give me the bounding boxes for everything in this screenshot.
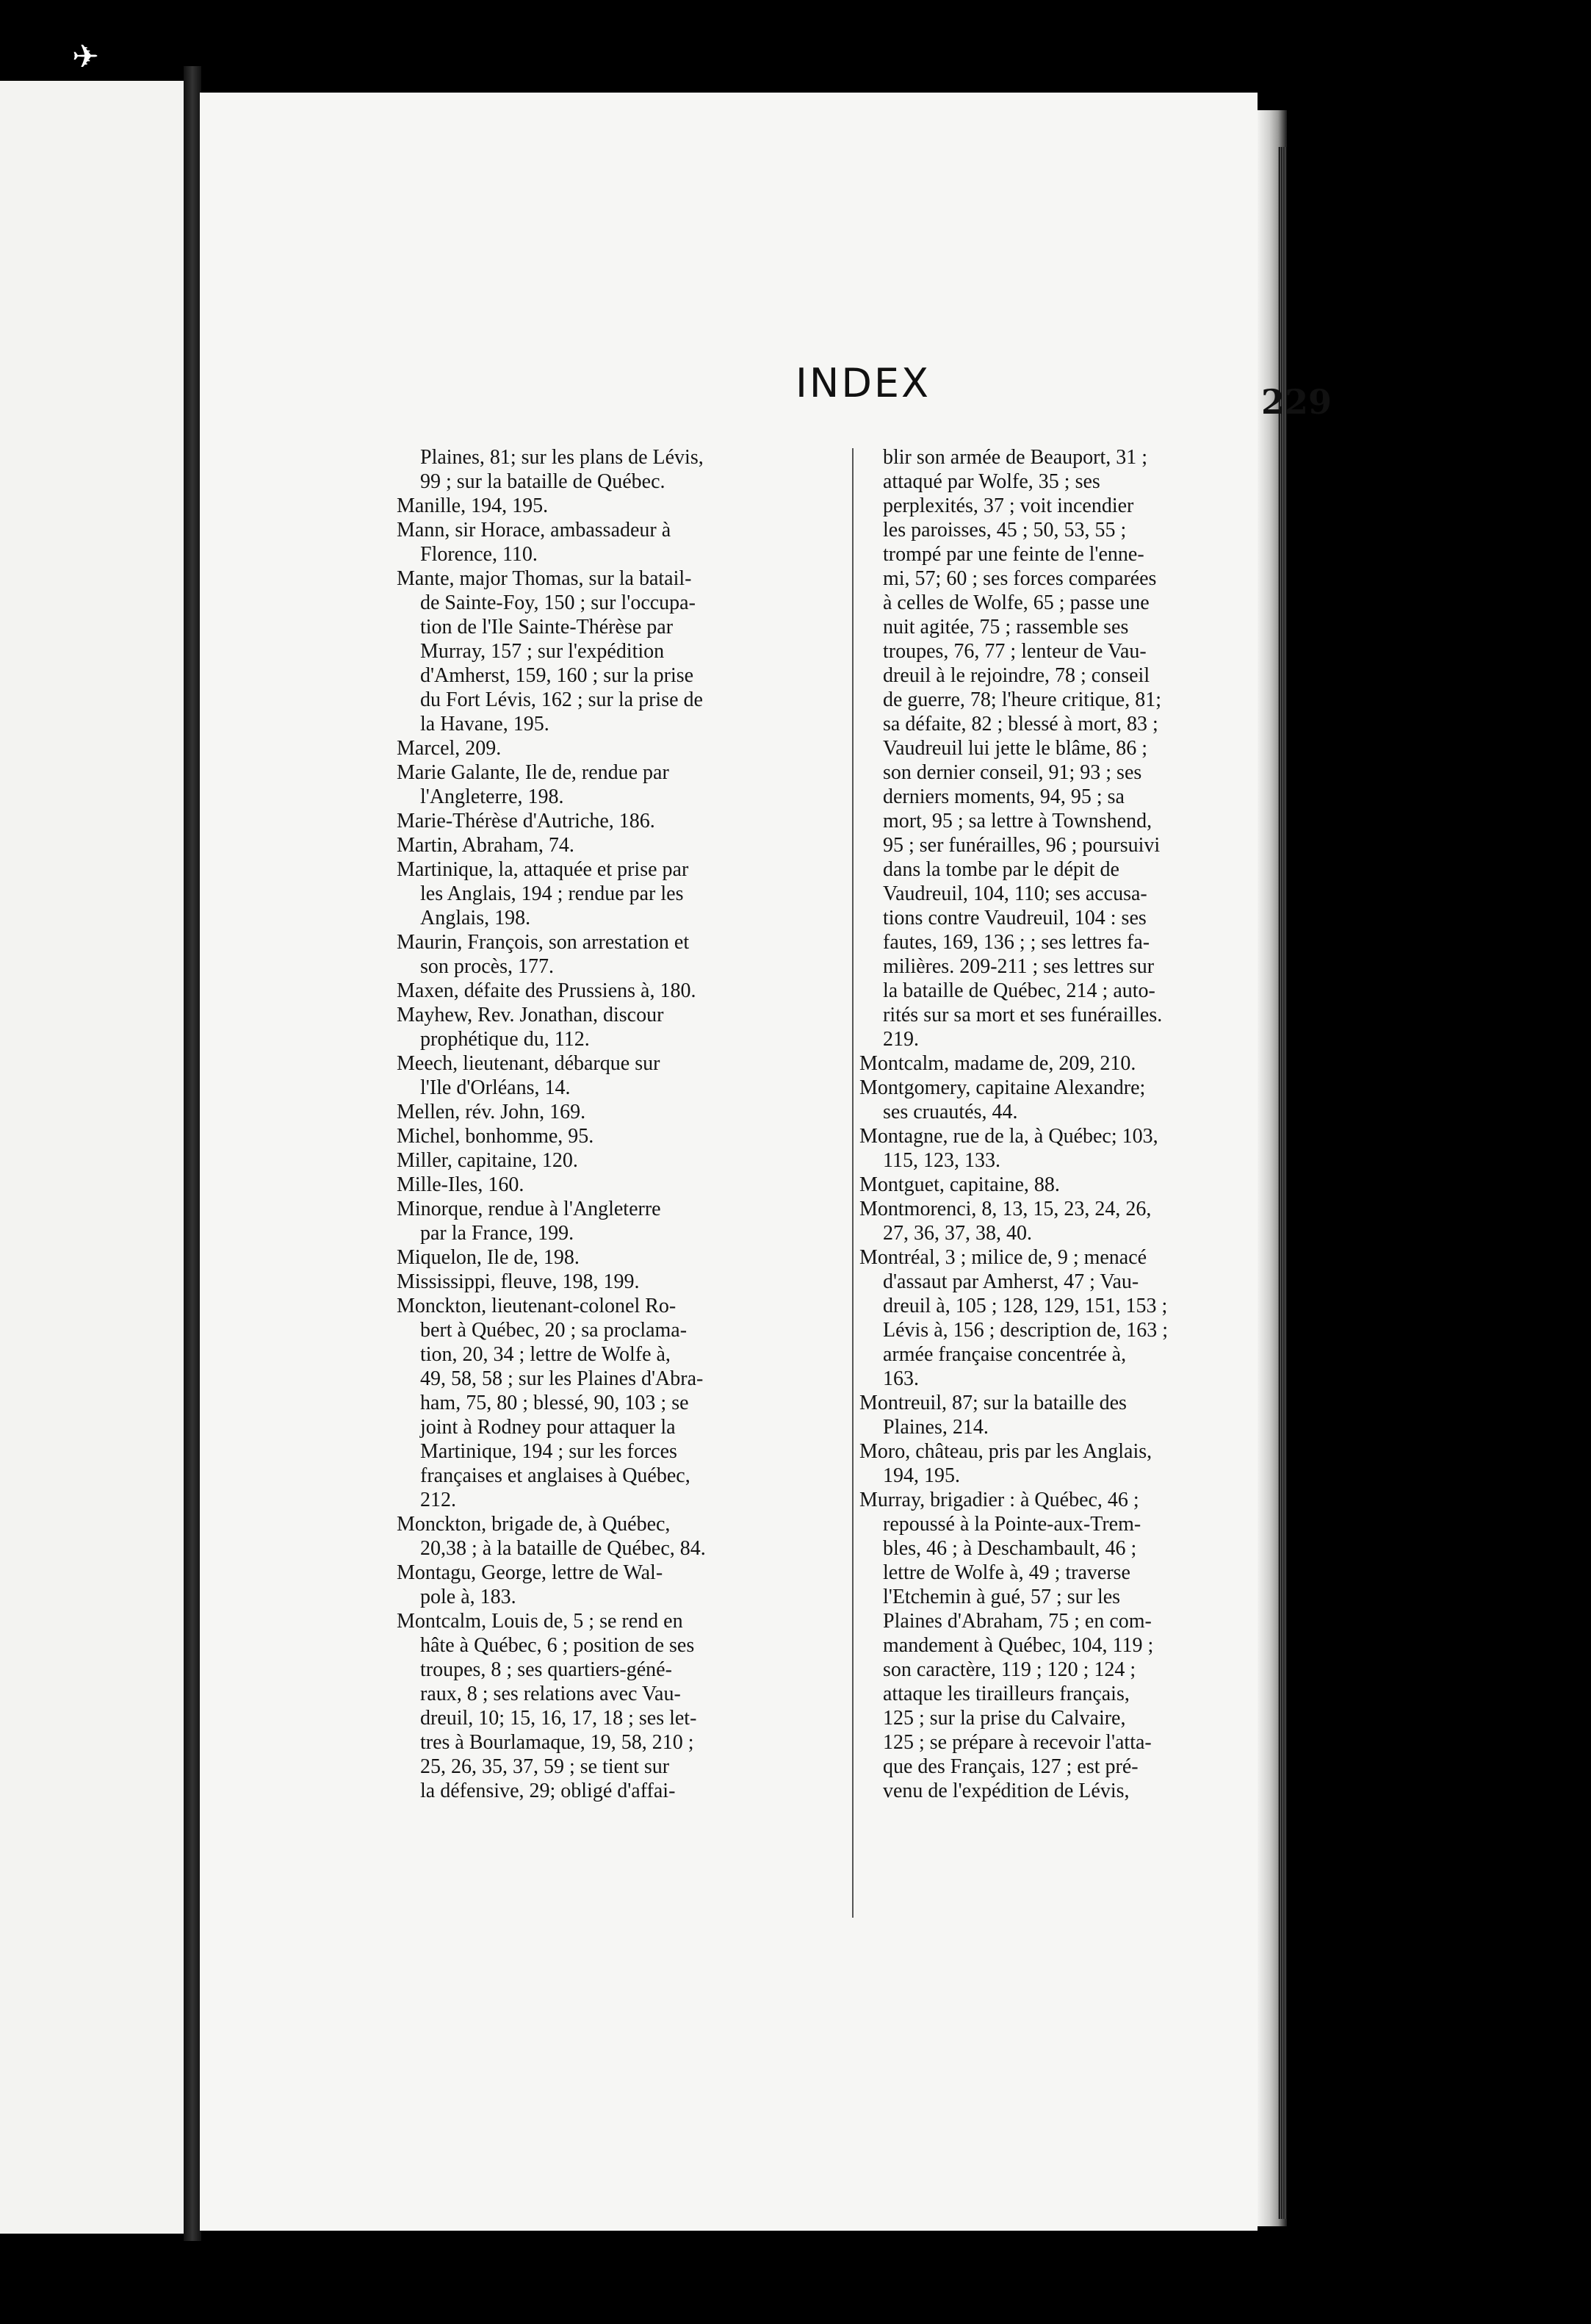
index-continuation-line: tres à Bourlamaque, 19, 58, 210 ; (420, 1731, 694, 1754)
index-entry-line: Mellen, rév. John, 169. (397, 1101, 586, 1123)
index-continuation-line: raux, 8 ; ses relations avec Vau- (420, 1683, 681, 1705)
index-continuation-line: 212. (420, 1489, 456, 1511)
running-header: INDEX (796, 360, 931, 406)
index-entry-line: Miller, capitaine, 120. (397, 1149, 578, 1172)
index-entry-line: Mississippi, fleuve, 198, 199. (397, 1270, 640, 1293)
index-continuation-line: troupes, 8 ; ses quartiers-géné- (420, 1658, 672, 1681)
index-continuation-line: mandement à Québec, 104, 119 ; (883, 1634, 1154, 1657)
index-continuation-line: 27, 36, 37, 38, 40. (883, 1222, 1032, 1245)
index-entry-line: Montagu, George, lettre de Wal- (397, 1561, 663, 1584)
index-continuation-line: sa défaite, 82 ; blessé à mort, 83 ; (883, 713, 1158, 735)
index-entry-line: Manille, 194, 195. (397, 494, 549, 517)
index-continuation-line: bert à Québec, 20 ; sa proclama- (420, 1319, 688, 1342)
index-entry-line: Maurin, François, son arrestation et (397, 931, 690, 954)
index-entry-line: Monckton, brigade de, à Québec, (397, 1513, 671, 1536)
index-continuation-line: la Havane, 195. (420, 713, 549, 735)
index-continuation-line: mi, 57; 60 ; ses forces comparées (883, 567, 1157, 590)
index-continuation-line: d'assaut par Amherst, 47 ; Vau- (883, 1270, 1139, 1293)
index-continuation-line: Plaines, 214. (883, 1416, 989, 1439)
index-entry-line: Montcalm, Louis de, 5 ; se rend en (397, 1610, 683, 1633)
index-column-right (859, 445, 1315, 1803)
index-continuation-line: tions contre Vaudreuil, 104 : ses (883, 907, 1147, 929)
index-continuation-line: 25, 26, 35, 37, 59 ; se tient sur (420, 1755, 670, 1778)
index-entry-line: Mayhew, Rev. Jonathan, discour (397, 1004, 664, 1026)
index-continuation-line: attaque les tirailleurs français, (883, 1683, 1130, 1705)
index-continuation-line: la bataille de Québec, 214 ; auto- (883, 979, 1155, 1002)
index-continuation-line: Murray, 157 ; sur l'expédition (420, 640, 665, 663)
index-continuation-line: 219. (883, 1028, 919, 1051)
index-continuation-line: prophétique du, 112. (420, 1028, 590, 1051)
index-continuation-line: joint à Rodney pour attaquer la (420, 1416, 676, 1439)
index-continuation-line: dans la tombe par le dépit de (883, 858, 1119, 881)
index-continuation-line: 115, 123, 133. (883, 1149, 1000, 1172)
index-continuation-line: armée française concentrée à, (883, 1343, 1127, 1366)
index-entry-line: Maxen, défaite des Prussiens à, 180. (397, 979, 696, 1002)
index-continuation-line: tion, 20, 34 ; lettre de Wolfe à, (420, 1343, 671, 1366)
index-continuation-line: que des Français, 127 ; est pré- (883, 1755, 1139, 1778)
index-continuation-line: Martinique, 194 ; sur les forces (420, 1440, 677, 1463)
index-entry-line: Montagne, rue de la, à Québec; 103, (859, 1125, 1158, 1148)
index-continuation-line: 99 ; sur la bataille de Québec. (420, 470, 665, 493)
index-continuation-line: par la France, 199. (420, 1222, 574, 1245)
index-continuation-line: Plaines, 81; sur les plans de Lévis, (420, 446, 704, 469)
index-continuation-line: perplexités, 37 ; voit incendier (883, 494, 1134, 517)
index-continuation-line: pole à, 183. (420, 1586, 516, 1608)
index-continuation-line: les paroisses, 45 ; 50, 53, 55 ; (883, 519, 1127, 542)
index-continuation-line: 95 ; ser funérailles, 96 ; poursuivi (883, 834, 1161, 857)
index-continuation-line: l'Etchemin à gué, 57 ; sur les (883, 1586, 1121, 1608)
index-continuation-line: lettre de Wolfe à, 49 ; traverse (883, 1561, 1130, 1584)
corner-mark-icon: ✈ (72, 38, 99, 76)
index-continuation-line: dreuil à le rejoindre, 78 ; conseil (883, 664, 1150, 687)
index-entry-line: Mille-Iles, 160. (397, 1173, 524, 1196)
index-continuation-line: la défensive, 29; obligé d'affai- (420, 1780, 676, 1802)
index-entry-line: Montguet, capitaine, 88. (859, 1173, 1060, 1196)
index-entry-line: Moro, château, pris par les Anglais, (859, 1440, 1152, 1463)
index-entry-line: Murray, brigadier : à Québec, 46 ; (859, 1489, 1139, 1511)
index-continuation-line: de Sainte-Foy, 150 ; sur l'occupa- (420, 591, 696, 614)
index-continuation-line: nuit agitée, 75 ; rassemble ses (883, 616, 1129, 638)
index-entry-line: Miquelon, Ile de, 198. (397, 1246, 580, 1269)
index-continuation-line: son caractère, 119 ; 120 ; 124 ; (883, 1658, 1136, 1681)
index-continuation-line: ses cruautés, 44. (883, 1101, 1018, 1123)
index-continuation-line: l'Ile d'Orléans, 14. (420, 1076, 571, 1099)
index-entry-line: Martin, Abraham, 74. (397, 834, 574, 857)
index-continuation-line: de guerre, 78; l'heure critique, 81; (883, 688, 1162, 711)
index-continuation-line: 49, 58, 58 ; sur les Plaines d'Abra- (420, 1367, 704, 1390)
index-continuation-line: 194, 195. (883, 1464, 960, 1487)
index-entry-line: Montcalm, madame de, 209, 210. (859, 1052, 1136, 1075)
index-continuation-line: trompé par une feinte de l'enne- (883, 543, 1144, 566)
index-continuation-line: à celles de Wolfe, 65 ; passe une (883, 591, 1150, 614)
index-entry-line: Montréal, 3 ; milice de, 9 ; menacé (859, 1246, 1147, 1269)
book-gutter (184, 66, 201, 2241)
index-continuation-line: françaises et anglaises à Québec, (420, 1464, 690, 1487)
index-continuation-line: 125 ; se prépare à recevoir l'atta- (883, 1731, 1152, 1754)
index-continuation-line: fautes, 169, 136 ; ; ses lettres fa- (883, 931, 1150, 954)
index-continuation-line: blir son armée de Beauport, 31 ; (883, 446, 1148, 469)
index-continuation-line: repoussé à la Pointe-aux-Trem- (883, 1513, 1141, 1536)
index-continuation-line: Vaudreuil lui jette le blâme, 86 ; (883, 737, 1148, 760)
index-continuation-line: 125 ; sur la prise du Calvaire, (883, 1707, 1126, 1730)
index-continuation-line: Lévis à, 156 ; description de, 163 ; (883, 1319, 1169, 1342)
index-continuation-line: 163. (883, 1367, 919, 1390)
index-continuation-line: l'Angleterre, 198. (420, 785, 564, 808)
index-continuation-line: dreuil, 10; 15, 16, 17, 18 ; ses let- (420, 1707, 697, 1730)
index-entry-line: Montgomery, capitaine Alexandre; (859, 1076, 1146, 1099)
index-entry-line: Montmorenci, 8, 13, 15, 23, 24, 26, (859, 1198, 1152, 1220)
index-entry-line: Minorque, rendue à l'Angleterre (397, 1198, 661, 1220)
index-continuation-line: attaqué par Wolfe, 35 ; ses (883, 470, 1100, 493)
index-continuation-line: son procès, 177. (420, 955, 554, 978)
index-continuation-line: hâte à Québec, 6 ; position de ses (420, 1634, 695, 1657)
index-continuation-line: son dernier conseil, 91; 93 ; ses (883, 761, 1142, 784)
index-entry-line: Martinique, la, attaquée et prise par (397, 858, 689, 881)
index-continuation-line: rités sur sa mort et ses funérailles. (883, 1004, 1163, 1026)
index-entry-line: Marcel, 209. (397, 737, 502, 760)
index-continuation-line: tion de l'Ile Sainte-Thérèse par (420, 616, 674, 638)
index-entry-line: Marie-Thérèse d'Autriche, 186. (397, 810, 655, 832)
index-continuation-line: 20,38 ; à la bataille de Québec, 84. (420, 1537, 706, 1560)
index-entry-line: Meech, lieutenant, débarque sur (397, 1052, 660, 1075)
index-entry-line: Montreuil, 87; sur la bataille des (859, 1392, 1127, 1414)
index-continuation-line: troupes, 76, 77 ; lenteur de Vau- (883, 640, 1147, 663)
index-entry-line: Monckton, lieutenant-colonel Ro- (397, 1295, 677, 1317)
index-continuation-line: Anglais, 198. (420, 907, 531, 929)
index-continuation-line: bles, 46 ; à Deschambault, 46 ; (883, 1537, 1137, 1560)
index-entry-line: Marie Galante, Ile de, rendue par (397, 761, 669, 784)
column-divider (852, 448, 854, 1918)
index-entry-line: Mante, major Thomas, sur la batail- (397, 567, 692, 590)
index-continuation-line: d'Amherst, 159, 160 ; sur la prise (420, 664, 694, 687)
index-continuation-line: les Anglais, 194 ; rendue par les (420, 882, 684, 905)
page-number: 229 (1261, 382, 1332, 422)
index-column-left (397, 445, 852, 1803)
index-continuation-line: milières. 209-211 ; ses lettres sur (883, 955, 1155, 978)
index-continuation-line: Plaines d'Abraham, 75 ; en com- (883, 1610, 1152, 1633)
index-continuation-line: dreuil à, 105 ; 128, 129, 151, 153 ; (883, 1295, 1168, 1317)
index-continuation-line: derniers moments, 94, 95 ; sa (883, 785, 1125, 808)
index-continuation-line: venu de l'expédition de Lévis, (883, 1780, 1130, 1802)
index-continuation-line: Vaudreuil, 104, 110; ses accusa- (883, 882, 1147, 905)
index-continuation-line: ham, 75, 80 ; blessé, 90, 103 ; se (420, 1392, 689, 1414)
index-continuation-line: du Fort Lévis, 162 ; sur la prise de (420, 688, 703, 711)
index-continuation-line: mort, 95 ; sa lettre à Townshend, (883, 810, 1152, 832)
index-entry-line: Michel, bonhomme, 95. (397, 1125, 594, 1148)
index-continuation-line: Florence, 110. (420, 543, 538, 566)
left-page-edge (0, 81, 184, 2234)
index-entry-line: Mann, sir Horace, ambassadeur à (397, 519, 671, 542)
